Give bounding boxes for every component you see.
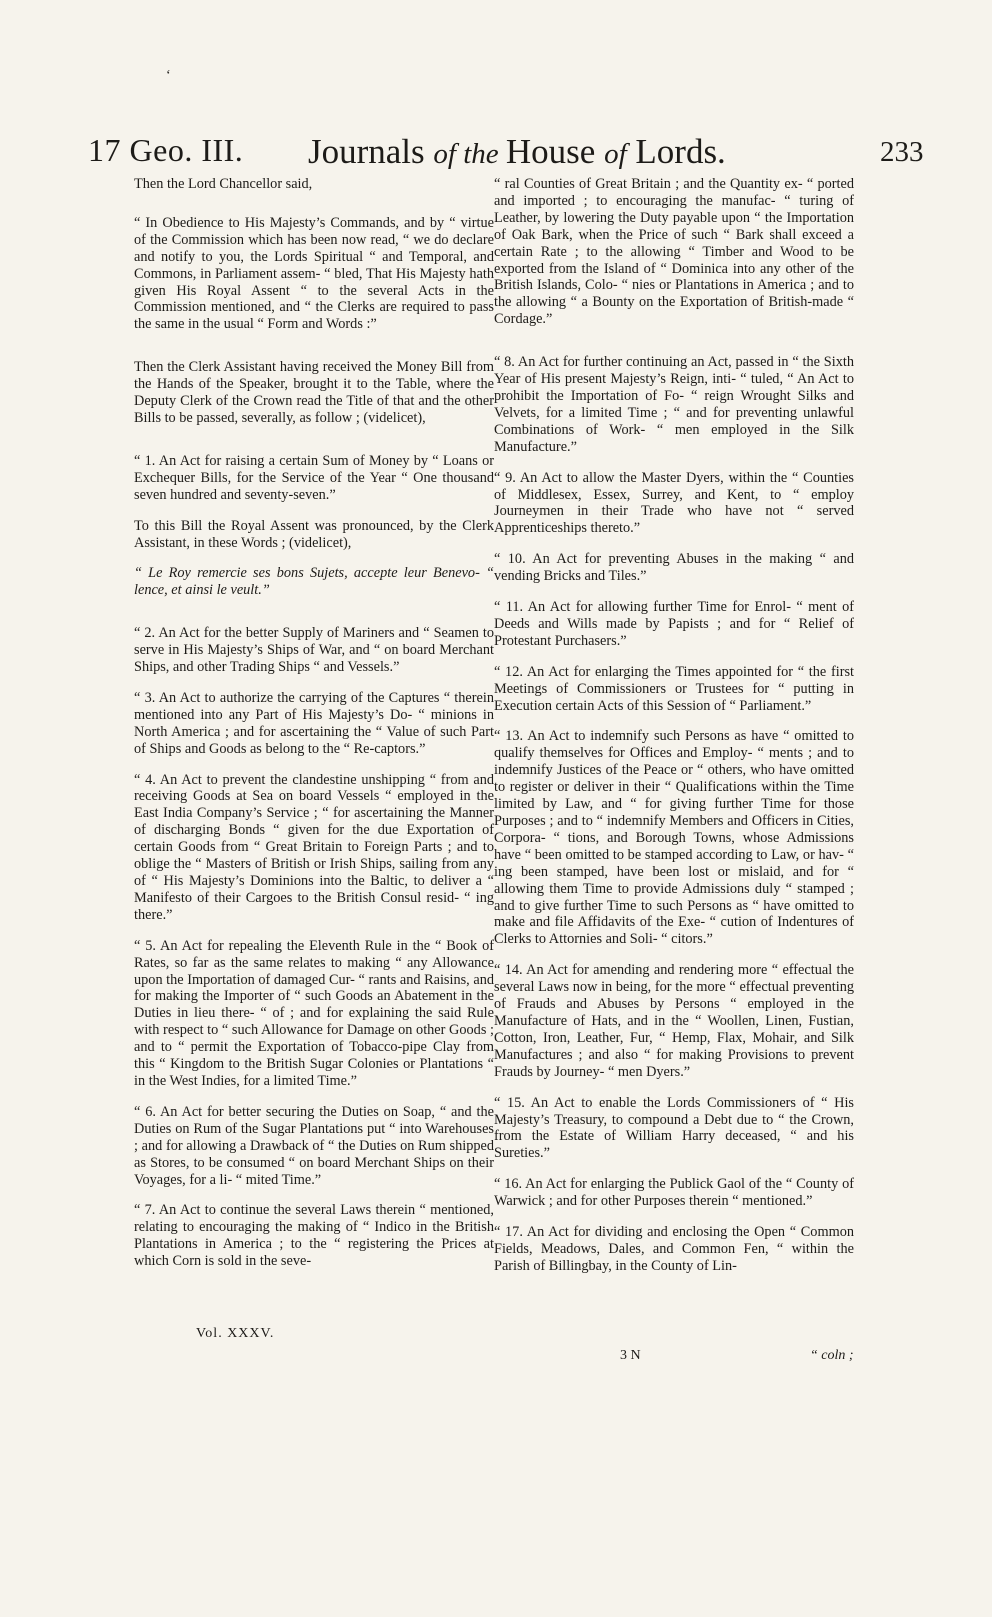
paragraph: “ 7. An Act to continue the several Laws therein “ mentioned, relating to encouraging the making of “ Indico in the British Plantations in America ; to the “ registering the Prices at which Corn is sold in the seve- bbox=[134, 1202, 494, 1270]
paragraph: “ 10. An Act for preventing Abuses in the making “ and vending Bricks and Tiles.” bbox=[494, 551, 854, 585]
paragraph: “ 12. An Act for enlarging the Times appointed for “ the first Meetings of Commissioners or Trustees for “ putting in Execution certain Acts of this Session of “ Parliament.” bbox=[494, 663, 854, 714]
paragraph: “ 9. An Act to allow the Master Dyers, within the “ Counties of Middlesex, Essex, Surrey, and Kent, to “ employ Journeymen in their Trade who have not “ served Apprenticeships thereto.” bbox=[494, 469, 854, 537]
running-title-journals: Journals bbox=[308, 132, 434, 171]
running-title-house: House bbox=[505, 132, 605, 171]
running-title-of-1: of bbox=[433, 138, 456, 170]
paragraph: “ 3. An Act to authorize the carrying of the Captures “ therein mentioned into any Part of His Majesty’s Do- “ minions in North America ; and for ascertaining the “ Value of such Part of Ships and Goods as belong to the “ Re-captors.” bbox=[134, 689, 494, 757]
right-column bbox=[494, 176, 854, 1289]
paragraph: “ Le Roy remercie ses bons Sujets, accepte leur Benevo- “ lence, et ainsi le veult.” bbox=[134, 565, 494, 599]
margin-mark: ‘ bbox=[166, 68, 171, 83]
paragraph: “ 15. An Act to enable the Lords Commissioners of “ His Majesty’s Treasury, to compound a Debt due to “ the Crown, from the Estate of William Harry deceased, “ and his Sureties.” bbox=[494, 1094, 854, 1162]
page-number: 233 bbox=[880, 136, 924, 168]
paragraph: “ In Obedience to His Majesty’s Commands, and by “ virtue of the Commission which has been now read, “ we do declare and notify to you, the Lords Spiritual “ and Temporal, and Commons, in Parliament assem- “ bled, That His Majesty hath given His Royal Assent “ to the several Acts in the Commission mentioned, and “ the Clerks are required to pass the same in the usual “ Form and Words :” bbox=[134, 214, 494, 333]
signature-mark: 3 N bbox=[620, 1348, 641, 1363]
paragraph: “ 8. An Act for further continuing an Act, passed in “ the Sixth Year of His present Majesty’s Reign, inti- “ tuled, “ An Act to prohibit the Importation of Fo- “ reign Wrought Silks and Velvets, for a limited Time ; “ and for preventing unlawful Combinations of Work- “ men employed in the Silk Manufacture.” bbox=[494, 354, 854, 455]
paragraph: “ 1. An Act for raising a certain Sum of Money by “ Loans or Exchequer Bills, for the Service of the Year “ One thousand seven hundred and seventy-seven.” bbox=[134, 452, 494, 503]
catchword: “ coln ; bbox=[810, 1348, 854, 1363]
paragraph: “ 11. An Act for allowing further Time for Enrol- “ ment of Deeds and Wills made by Papists ; and for “ Relief of Protestant Purchasers.” bbox=[494, 599, 854, 649]
paragraph: “ 13. An Act to indemnify such Persons as have “ omitted to qualify themselves for Offices and Employ- “ ments ; and to indemnify Justices of the Peace or “ others, who have omitted to register or deliver in their “ Qualifications within the Time limited by Law, and “ for giving further Time for those Purposes ; and to “ indemnify Members and Officers in Cities, Corpora- “ tions, and Borough Towns, whose Admissions have “ been omitted to be stamped according to Law, or hav- “ ing been stamped, have been lost or mislaid, and for “ allowing them Time to provide Admissions duly “ stamped ; and to give further Time to such Persons as “ have omitted to make and file Affidavits of the Exe- “ cution of Indentures of Clerks to Attornies and Soli- “ citors.” bbox=[494, 728, 854, 948]
paragraph: “ 17. An Act for dividing and enclosing the Open “ Common Fields, Meadows, Dales, and Common Fen, “ within the Parish of Billingbay, in the County of Lin- bbox=[494, 1224, 854, 1274]
running-title-the: the bbox=[455, 138, 506, 170]
paragraph: “ 5. An Act for repealing the Eleventh Rule in the “ Book of Rates, so far as the same relates to making “ any Allowance upon the Importation of damaged Cur- “ rants and Raisins, and for making the Importer of “ such Goods an Abatement in the Duties in lieu there- “ of ; and for explaining the said Rule with respect to “ such Allowance for Damage on other Goods ; and to “ permit the Exportation of Tobacco-pipe Clay from this “ Kingdom to the British Sugar Colonies or Plantations “ in the West Indies, for a limited Time.” bbox=[134, 937, 494, 1089]
paragraph: “ ral Counties of Great Britain ; and the Quantity ex- “ ported and imported ; to encouraging the manufac- “ turing of Leather, by lowering the Duty payable upon “ the Importation of Oak Bark, when the Price of such “ Bark shall exceed a certain Rate ; to the allowing “ Timber and Wood to be exported from the Island of “ Dominica into any other of the British Islands, Colo- “ nies or Plantations in America ; and to the allowing “ a Bounty on the Exportation of British-made “ Cordage.” bbox=[494, 176, 854, 328]
running-title-lords: Lords. bbox=[626, 132, 726, 171]
left-column bbox=[134, 176, 494, 1284]
paragraph: “ 16. An Act for enlarging the Publick Gaol of the “ County of Warwick ; and for other Purposes therein “ mentioned.” bbox=[494, 1176, 854, 1210]
paragraph: Then the Lord Chancellor said, bbox=[134, 176, 313, 192]
running-title-of-2: of bbox=[604, 138, 627, 170]
running-title bbox=[308, 132, 726, 172]
volume-label: Vol. XXXV. bbox=[196, 1326, 275, 1341]
paragraph: Then the Clerk Assistant having received the Money Bill from the Hands of the Speaker, brought it to the Table, where the Deputy Clerk of the Crown read the Title of that and the other Bills to be passed, severally, as follow ; (videlicet), bbox=[134, 359, 494, 426]
paragraph: “ 6. An Act for better securing the Duties on Soap, “ and the Duties on Rum of the Sugar Plantations put “ into Warehouses ; and for allowing a Drawback of “ the Duties on Rum shipped as Stores, to be consumed “ on board Merchant Ships on their Voyages, for a li- “ mited Time.” bbox=[134, 1103, 494, 1188]
paragraph: “ 14. An Act for amending and rendering more “ effectual the several Laws now in being, for the more “ effectual preventing of Frauds and Abuses by Persons “ employed in the Manufacture of Hats, and in the “ Woollen, Linen, Fustian, Cotton, Iron, Leather, Fur, “ Hemp, Flax, Mohair, and Silk Manufactures ; and also “ for making Provisions to prevent Frauds by Journey- “ men Dyers.” bbox=[494, 962, 854, 1080]
paragraph: “ 4. An Act to prevent the clandestine unshipping “ from and receiving Goods at Sea on board Vessels “ employed in the East India Company’s Service ; “ for ascertaining the Manner of discharging Bonds “ given for the due Exportation of certain Goods from “ Great Britain to Foreign Parts ; and to oblige the “ Masters of British or Irish Ships, sailing from any of “ His Majesty’s Dominions into the Baltic, to deliver a “ Manifesto of their Cargoes to the British Consul resid- “ ing there.” bbox=[134, 771, 494, 923]
paragraph: “ 2. An Act for the better Supply of Mariners and “ Seamen to serve in His Majesty’s Ships of War, and “ on board Merchant Ships, and other Trading Ships “ and Vessels.” bbox=[134, 625, 494, 676]
regnal-year: 17 Geo. III. bbox=[88, 132, 244, 168]
paragraph: To this Bill the Royal Assent was pronounced, by the Clerk Assistant, in these Words ; (videlicet), bbox=[134, 517, 494, 551]
